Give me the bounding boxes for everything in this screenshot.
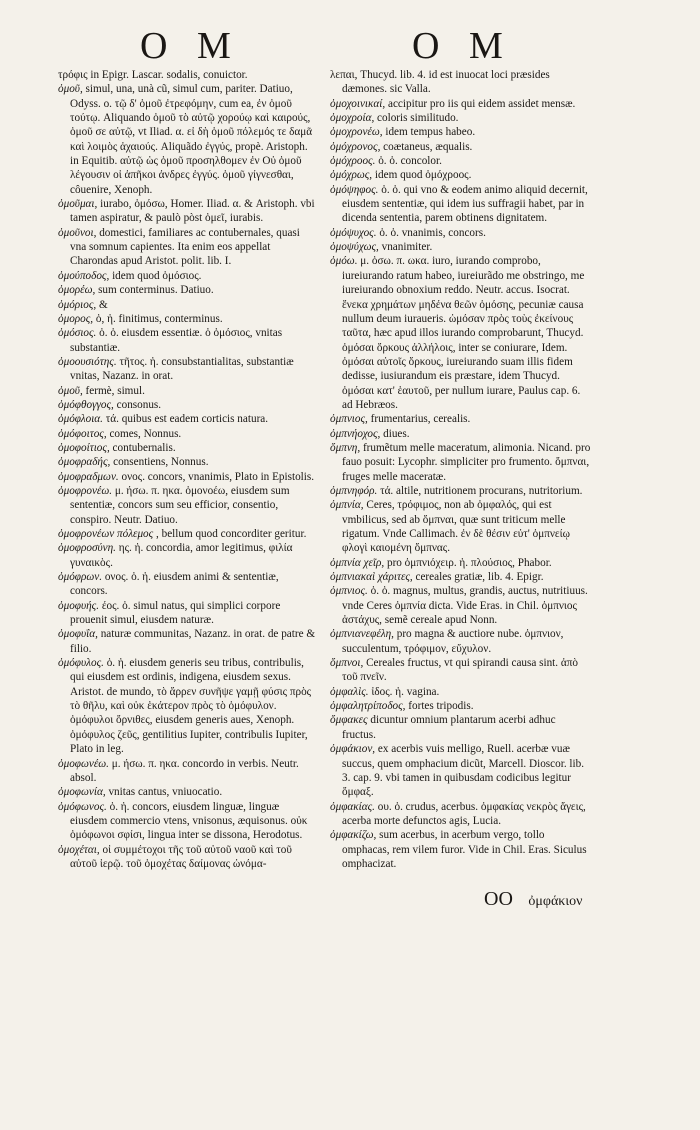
entry-headword: ὁμόσιος. (58, 327, 97, 340)
dictionary-entry (58, 570, 316, 599)
dictionary-entry (58, 757, 316, 786)
entry-headword: ὁμόφωνος. (58, 800, 107, 813)
entry-text: ὁ. ὁ. vnanimis, concors. (379, 226, 486, 239)
entry-text: ονος. ὁ. ἡ. eiusdem animi & sententiæ, concors. (70, 571, 279, 598)
entry-text: & (99, 298, 108, 311)
entry-text: ης. ἡ. concordia, amor legitimus, φιλία γυναικὸς. (70, 542, 293, 569)
dictionary-entry (330, 168, 592, 182)
dictionary-entry (58, 599, 316, 628)
dictionary-entry (330, 742, 592, 799)
entry-headword: ὁμοφωνέω. (58, 757, 109, 770)
entry-headword: ὀμπνιος. (330, 585, 368, 598)
entry-headword: ὁμόφυλος. (58, 657, 104, 670)
entry-text: μ. ήσω. π. ηκα. ὁμονοέω, eiusdem sum sententiæ, concors sum seu efficior, consentio, conspiro. Neutr. Datiuo. (70, 484, 290, 526)
dictionary-entry (330, 570, 592, 584)
entry-text: consentiens, Nonnus. (113, 456, 209, 469)
entry-text: ὁ. ὁ. eiusdem essentiæ. ὁ ὁμόσιος, vnitas substantiæ. (70, 327, 283, 354)
entry-text: idem quod ὁμόχροος. (374, 169, 472, 182)
dictionary-entry (330, 441, 592, 484)
entry-text: ονος. concors, vnanimis, Plato in Epistolis. (121, 470, 315, 483)
entry-text: iurabo, ὁμόσω, Homer. Iliad. α. & Aristoph. vbi tamen aspiratur, & paulò pòst ὁμεῖ, iurabis. (70, 198, 315, 225)
dictionary-entry (330, 556, 592, 570)
entry-text: simul, una, unà cũ, simul cum, pariter. Datiuo, Odyss. ο. τῷ δ' ὁμοῦ ἐτρεφόμην, cum ea, ἐν ὁμοῦ τούτῳ. Aliquando ὁμοῦ τὸ αὐτῷ χορούῳ καὶ καιρούς, ὁμοῦ σε αὐτῷ, vt Iliad. α. εἰ δὴ ὁμοῦ πόλεμός τε δαμᾶ καὶ λοιμὸς ἀχαιούς. Aliquãdo ἐγγύς, propè. Aristoph. in Equitib. αὐτῷ ὡς ὁμοῦ προσηλθομεν ἐν Οὐ ὁμοῦ λέγουσιν οἱ ἀπῆκοι ἀνδρες ἐγγύς. ὁμοῦ γίγνεσθαι, côuenire, Xenoph. (70, 83, 313, 196)
dictionary-entry (58, 269, 316, 283)
dictionary-entry (330, 140, 592, 154)
entry-headword: ὁμοχροία, (330, 112, 375, 125)
dictionary-entry (58, 355, 316, 384)
entry-text: domestici, familiares ac contubernales, quasi vna somnum capientes. Ita enim eos appellat Charondas apud Aristot. polit. lib. I. (70, 226, 300, 268)
dictionary-entry (58, 441, 316, 455)
entry-headword: ὁμόψηφος. (330, 183, 379, 196)
entry-headword: ὁμοφοίτιος, (58, 441, 110, 454)
entry-headword: ὁμοχοινικαί, (330, 97, 386, 110)
dictionary-entry (330, 97, 592, 111)
entry-headword: ὄμπνοι, (330, 657, 364, 670)
dictionary-entry (330, 699, 592, 713)
entry-headword: ὁμόχρονος, (330, 140, 381, 153)
entry-text: μ. ὁσω. π. ωκα. iuro, iurando comprobo, iureiurando ratum habeo, iureiurãdo me obstringo, me iureiurando obnoxium reddo. Neutr. accus. Isocrat. ἕνεκα χρημάτων μηδένα θεῶν ὀμόσης, pecuniæ causa nullum deum iuraueris. ὠμόσαν πρὸς τοὺς ἐκείνους ταῦτα, hæc apud illos iurando comprobarunt, Thucyd. ὀμόσαι ὅρκους ἀλλήλοις, inter se coniurare, Idem. ὀμόσαι αὐτοῖς ὅρκους, iureiurando suam illis fidem dedisse, iusiurandum eis præstare, idem Thucyd. ὀμόσαι κατ' ἑαυτοῦ, per nullum iurare, Paulus cap. 6. ad Hebræos. (342, 255, 585, 411)
dictionary-entry (58, 412, 316, 426)
entry-headword: ὁμόψυχος. (330, 226, 377, 239)
entry-headword: ὁμόφθογγος, (58, 398, 114, 411)
entry-headword: ὁμοφρονέων πόλεμος (58, 528, 154, 540)
entry-text: έος. ὁ. simul natus, qui simplici corpore prouenit simul, eiusdem naturæ. (70, 599, 281, 627)
entry-text: ὁ. ἡ. concors, eiusdem linguæ, linguæ eiusdem commercio vtens, vnisonus, æquisonus. οὐκ ὁμόφωνοι σφίσι, lingua inter se dissona, Herodotus. (70, 800, 308, 842)
dictionary-entry (330, 498, 592, 555)
dictionary-entry (330, 685, 592, 699)
entry-headword: ὁμοφωνία, (58, 786, 106, 799)
left-column (58, 68, 316, 871)
catchword-line (484, 888, 582, 911)
running-head-right: O M (412, 25, 513, 67)
entry-headword: ὁμοφυΐα, (58, 628, 98, 641)
dictionary-entry (330, 412, 592, 426)
dictionary-entry (58, 82, 316, 197)
entry-headword: ὁμοῦ, (58, 384, 83, 397)
entry-headword: ὀμπνιος, (330, 413, 368, 426)
entry-text: idem tempus habeo. (385, 126, 476, 139)
entry-headword: ὀμφακίας. (330, 800, 375, 813)
dictionary-entry (58, 312, 316, 326)
dictionary-entry (330, 656, 592, 685)
entry-headword: ὁμόχρως, (330, 169, 373, 182)
dictionary-entry (58, 656, 316, 756)
entry-headword: ὀμφάκιον, (330, 743, 376, 756)
entry-text: fortes tripodis. (408, 700, 474, 713)
entry-text: ὁ. ἡ. eiusdem generis seu tribus, contribulis, qui eiusdem est ordinis, indigena, eiusdem sexus. Aristot. de mundo, τὸ ἄρρεν συνῆψε γαμῇ φύσις πρὸς τὸ θῆλυ, καὶ οὐκ ἑκάτερον πρὸς τὸ ὁμόφυλον. ὁμόφυλοι ὄρνιθες, eiusdem generis aues, Xenoph. ὁμόφυλος ζεῦς, gentilitius Iupiter, contribulis Iupiter, Plato in leg. (70, 657, 312, 756)
running-head-left: O M (140, 25, 241, 67)
entry-headword: ὁμόφλοια. (58, 413, 103, 426)
entry-text: μ. ήσω. π. ηκα. concordo in verbis. Neutr. absol. (70, 757, 299, 784)
entry-headword: ὁμοψύχως, (330, 241, 379, 254)
entry-text: naturæ communitas, Nazanz. in orat. de patre & filio. (70, 628, 316, 655)
entry-headword: ὀμπνήοχος, (330, 427, 381, 440)
dictionary-entry (58, 785, 316, 799)
entry-text: frumẽtum melle maceratum, alimonia. Nicand. pro fauo posuit: Lycophr. simpliciter pro frumento. ὄμπναι, fruges melle maceratæ. (342, 441, 591, 483)
dictionary-entry (330, 800, 592, 829)
entry-text: pro magna & auctiore nube. ὀμπνιον, succulentum, τρόφιμον, εὔχυλον. (342, 628, 564, 655)
entry-text: τά. quibus est eadem corticis natura. (105, 413, 269, 426)
dictionary-entry (58, 197, 316, 226)
dictionary-entry (58, 427, 316, 441)
entry-text: fermè, simul. (85, 384, 145, 397)
catchword: ὀμφάκιον (528, 894, 583, 909)
entry-headword: ὁμοουσιότης. (58, 355, 117, 368)
entry-headword: ὁμόφοιτος, (58, 427, 107, 440)
dictionary-entry (330, 226, 592, 240)
dictionary-entry (330, 125, 592, 139)
entry-headword: ὁμοχέται, (58, 843, 100, 856)
dictionary-entry (330, 584, 592, 627)
entry-headword: ὁμόφρων. (58, 571, 103, 584)
signature-mark: OO (484, 888, 513, 910)
entry-text: vnitas cantus, vniuocatio. (108, 786, 223, 799)
entry-text: οἱ συμμέτοχοι τῆς τοῦ αὐτοῦ ναοῦ καὶ τοῦ αὐτοῦ ἱερῷ. τοῦ ὁμοχέτας δαίμονας ὠνόμα- (70, 843, 292, 870)
dictionary-entry (330, 68, 592, 97)
entry-text: , bellum quod concorditer geritur. (156, 528, 307, 540)
dictionary-entry (58, 470, 316, 484)
entry-headword: ὄμφακες (330, 714, 368, 727)
entry-text: ὁ, ἡ. finitimus, conterminus. (95, 312, 223, 325)
entry-text: λεπαι, Thucyd. lib. 4. id est inuocat loci præsides dæmones. sic Valla. (330, 69, 550, 96)
entry-text: τρόφις in Epigr. Lascar. sodalis, conuictor. (58, 69, 248, 81)
dictionary-entry (58, 800, 316, 843)
entry-text: sum conterminus. Datiuo. (98, 284, 214, 297)
dictionary-entry (330, 183, 592, 226)
entry-headword: ὁμοφρονέω. (58, 484, 113, 497)
entry-text: consonus. (116, 398, 162, 411)
entry-headword: ὁμοφραδής, (58, 456, 111, 469)
dictionary-entry (330, 240, 592, 254)
entry-headword: ὁμοῦνοι, (58, 226, 97, 239)
entry-text: ὁ. ὁ. magnus, multus, grandis, auctus, nutritiuus. vnde Ceres ὀμπνία dicta. Vide Eras. in Chil. ὀμπνιος ἀστάχυς, semẽ cereale apud Nonn. (342, 585, 588, 627)
dictionary-entry (58, 283, 316, 297)
dictionary-entry (330, 627, 592, 656)
dictionary-entry (58, 384, 316, 398)
entry-headword: ὀμπνία, (330, 499, 364, 512)
entry-text: vnanimiter. (381, 241, 433, 254)
entry-text: diues. (383, 427, 410, 440)
entry-text: comes, Nonnus. (109, 427, 182, 440)
entry-headword: ὁμοχρονέω, (330, 126, 383, 139)
entry-text: coloris similitudo. (377, 112, 459, 125)
dictionary-entry (58, 527, 316, 541)
entry-headword: ὀμφαλὶς. (330, 685, 369, 698)
entry-text: dicuntur omnium plantarum acerbi adhuc fructus. (342, 714, 556, 741)
dictionary-entry (330, 427, 592, 441)
dictionary-entry (58, 226, 316, 269)
entry-text: idem quod ὁμόσιος. (112, 269, 202, 282)
right-column (330, 68, 592, 871)
dictionary-entry (58, 398, 316, 412)
entry-text: accipitur pro iis qui eidem assidet mensæ. (388, 97, 576, 110)
dictionary-entry (58, 541, 316, 570)
entry-text: τῆτος. ἡ. consubstantialitas, substantiæ vnitas, Nazanz. in orat. (70, 355, 294, 383)
entry-headword: ὁμοῦ, (58, 83, 83, 96)
dictionary-entry (330, 154, 592, 168)
entry-headword: ὀμφαλητρίποδος, (330, 700, 406, 713)
entry-text: frumentarius, cerealis. (370, 413, 471, 426)
entry-text: Cereales fructus, vt qui spirandi causa sint. ἀπὸ τοῦ πνεῖν. (342, 657, 578, 684)
entry-text: cereales gratiæ, lib. 4. Epigr. (415, 571, 544, 584)
dictionary-entry (58, 455, 316, 469)
entry-headword: ὀμφακίζω, (330, 829, 377, 842)
entry-text: coætaneus, æqualis. (383, 140, 473, 153)
entry-text: ἰδος. ἡ. vagina. (371, 685, 440, 698)
dictionary-entry (330, 254, 592, 412)
entry-text: sum acerbus, in acerbum vergo, tollo omphacas, rem vilem furor. Vide in Chil. Eras. Siculus omphacizat. (342, 829, 587, 870)
entry-headword: ὁμορος, (58, 312, 94, 325)
entry-headword: ὁμόω. (330, 255, 358, 268)
dictionary-entry (58, 484, 316, 527)
entry-headword: ὁμοφροσύνη. (58, 542, 116, 555)
entry-text: pro ὀμπνιόχειρ. ἡ. πλούσιος, Phabor. (386, 556, 552, 569)
entry-headword: ὁμούποδος, (58, 269, 110, 282)
entry-text: ex acerbis vuis melligo, Ruell. acerbæ vuæ succus, quem omphacium dicũt, Marcell. Dioscor. lib. 3. cap. 9. vbi tamen in quibusdam codicibus legitur ὄμφαξ. (342, 743, 585, 799)
entry-headword: ὁμοφυής. (58, 599, 100, 612)
dictionary-entry (330, 111, 592, 125)
entry-headword: ὁμοῦμαι, (58, 198, 98, 211)
dictionary-entry (58, 843, 316, 872)
dictionary-entry (330, 828, 592, 871)
entry-text: τά. altile, nutritionem procurans, nutritorium. (380, 484, 583, 497)
dictionary-entry (58, 627, 316, 656)
entry-text: Ceres, τρόφιμος, non ab ὀμφαλός, qui est vmbilicus, sed ab ὄμπναι, quæ sunt triticum melle rigatum. Vnde Callimach. ἐν δὲ θέσιν εὐτ' ὀμπνείῳ φλογὶ καιομένη ὄμπνας. (342, 499, 570, 555)
entry-text: ου. ὁ. crudus, acerbus. ὀμφακίας νεκρὸς ἄγεις, acerba morte defunctos agis, Lucia. (342, 800, 586, 827)
entry-headword: ὁμόριος, (58, 298, 97, 311)
entry-text: contubernalis. (112, 441, 176, 454)
entry-headword: ὄμπνη, (330, 441, 361, 454)
entry-text: ὁ. ὁ. concolor. (378, 155, 442, 168)
entry-headword: ὀμπνιακαὶ χάριτες, (330, 571, 413, 584)
entry-headword: ὀμπνηφόρ. (330, 484, 378, 497)
dictionary-entry (330, 484, 592, 498)
entry-headword: ὁμοφραδμων. (58, 470, 119, 483)
dictionary-entry (58, 298, 316, 312)
entry-text: ὁ. ὁ. qui vno & eodem animo aliquid decernit, eiusdem sententiæ, qui idem ius suffragii habet, par in dicenda sententia, parem obtinens dignitatem. (342, 183, 588, 225)
dictionary-entry (58, 68, 316, 82)
entry-headword: ὀμπνία χεῖρ, (330, 556, 385, 569)
entry-headword: ὀμπνιανεφέλη, (330, 628, 394, 641)
entry-headword: ὁμόχροος. (330, 155, 376, 168)
dictionary-entry (330, 713, 592, 742)
dictionary-entry (58, 326, 316, 355)
entry-headword: ὁμορέω, (58, 284, 96, 297)
